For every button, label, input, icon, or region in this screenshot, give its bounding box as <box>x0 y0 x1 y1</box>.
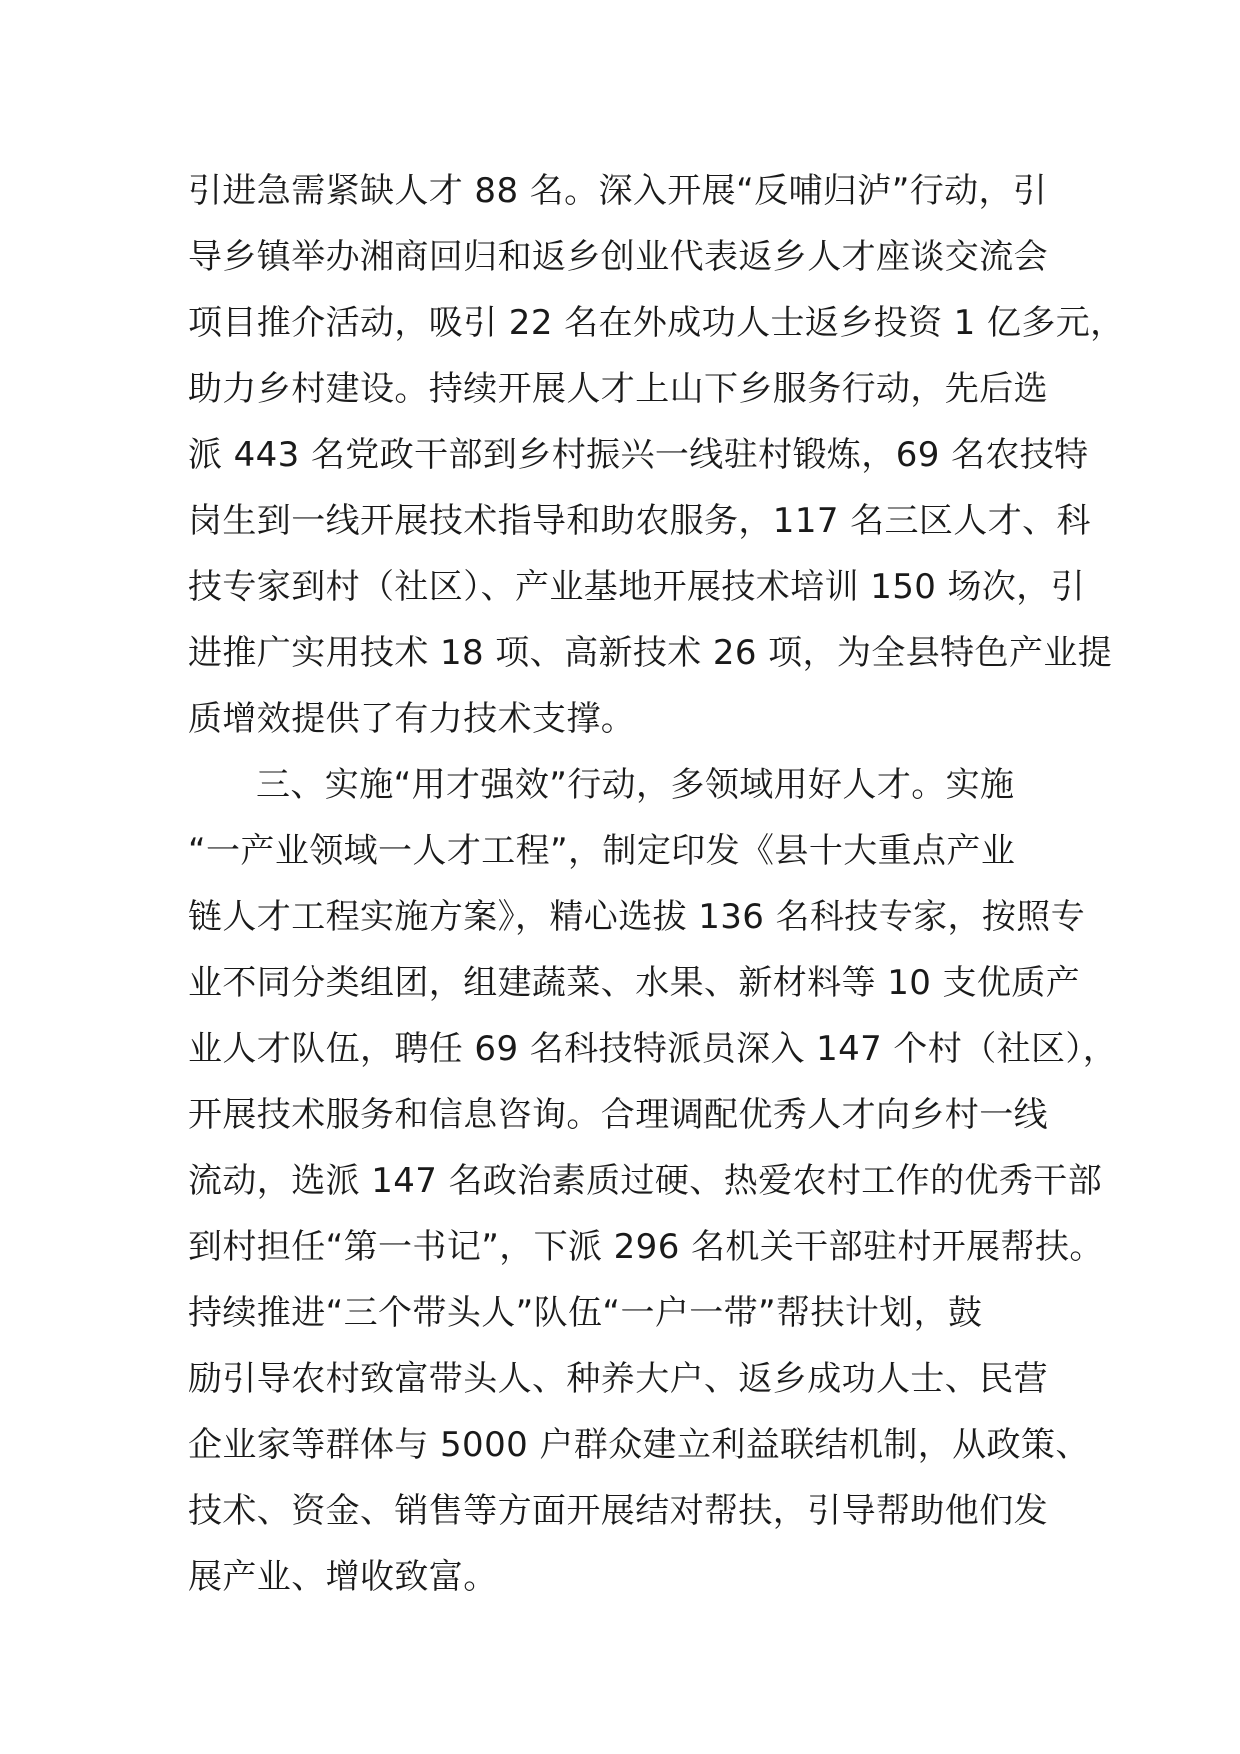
text-line: 派 443 名党政干部到乡村振兴一线驻村锻炼，69 名农技特 <box>188 435 1089 475</box>
text-line: 岗生到一线开展技术指导和助农服务，117 名三区人才、科 <box>188 501 1091 541</box>
text-line: 励引导农村致富带头人、种养大户、返乡成功人士、民营 <box>188 1359 1048 1399</box>
text-line: 进推广实用技术 18 项、高新技术 26 项，为全县特色产业提 <box>188 633 1113 673</box>
text-line: 业不同分类组团，组建蔬菜、水果、新材料等 10 支优质产 <box>188 963 1081 1003</box>
text-line: 业人才队伍，聘任 69 名科技特派员深入 147 个村（社区）， <box>188 1029 1118 1069</box>
text-line: 流动，选派 147 名政治素质过硬、热爱农村工作的优秀干部 <box>188 1161 1103 1201</box>
text-line: 开展技术服务和信息咨询。合理调配优秀人才向乡村一线 <box>188 1095 1048 1135</box>
text-line: 展产业、增收致富。 <box>188 1557 498 1597</box>
text-line: 企业家等群体与 5000 户群众建立利益联结机制，从政策、 <box>188 1425 1090 1465</box>
text-line: 导乡镇举办湘商回归和返乡创业代表返乡人才座谈交流会 <box>188 237 1048 277</box>
document-body <box>188 158 1125 1610</box>
text-line: 助力乡村建设。持续开展人才上山下乡服务行动，先后选 <box>188 369 1048 409</box>
text-line: 引进急需紧缺人才 88 名。深入开展“反哺归泸”行动，引 <box>188 171 1048 211</box>
text-line: 技术、资金、销售等方面开展结对帮扶，引导帮助他们发 <box>188 1491 1048 1531</box>
text-line: 项目推介活动，吸引 22 名在外成功人士返乡投资 1 亿多元， <box>188 303 1125 343</box>
text-line: 持续推进“三个带头人”队伍“一户一带”帮扶计划，鼓 <box>188 1293 983 1333</box>
text-line: 到村担任“第一书记”，下派 296 名机关干部驻村开展帮扶。 <box>188 1227 1104 1267</box>
text-line: “一产业领域一人才工程”，制定印发《县十大重点产业 <box>188 831 1016 871</box>
section-heading-line: 三、实施“用才强效”行动，多领域用好人才。实施 <box>256 765 1015 805</box>
text-line: 质增效提供了有力技术支撑。 <box>188 699 636 739</box>
text-line: 技专家到村（社区）、产业基地开展技术培训 150 场次，引 <box>188 567 1086 607</box>
text-line: 链人才工程实施方案》，精心选拔 136 名科技专家，按照专 <box>188 897 1086 937</box>
